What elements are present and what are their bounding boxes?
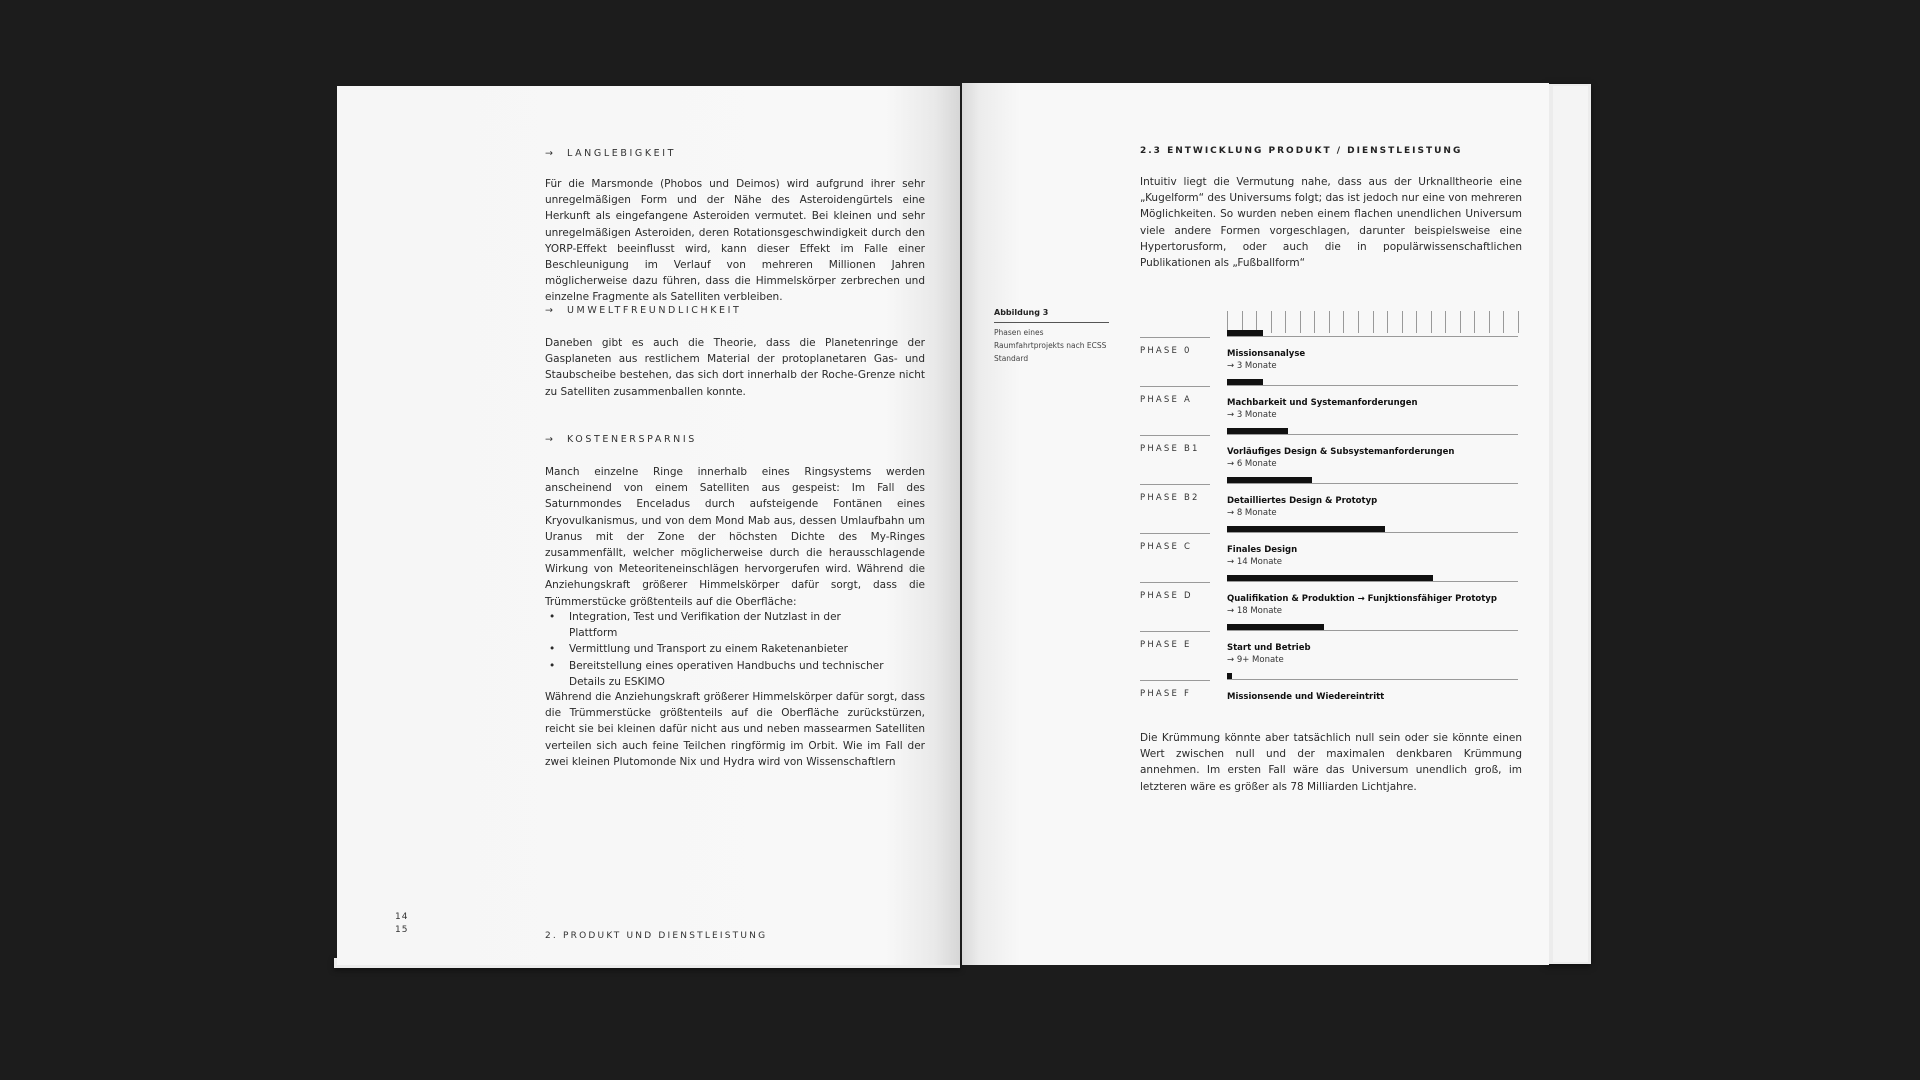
page-numbers: 14 15 bbox=[395, 912, 409, 935]
phase-bar bbox=[1227, 379, 1263, 385]
phase-duration: → 18 Monate bbox=[1227, 606, 1283, 616]
phase-name: Vorläufiges Design & Subsystemanforderungen bbox=[1227, 447, 1455, 457]
bullet-list bbox=[545, 609, 885, 690]
scale-tick bbox=[1387, 311, 1388, 333]
phase-divider bbox=[1140, 631, 1210, 632]
paragraph-intro: Intuitiv liegt die Vermutung nahe, dass aus der Urknalltheorie eine „Kugelform“ des Universums folgt; das ist jedoch nur eine von mehreren Möglichkeiten. So wurden neben einem flachen unendlichen Universum viele andere Formen vorgeschlagen, darunter beispielsweise eine Hypertorusform, oder auch die in populärwissenschaftlichen Publikationen als „Fußballform“ bbox=[1140, 176, 1522, 270]
phase-name: Missionsanalyse bbox=[1227, 349, 1306, 359]
paragraph-longevity: Für die Marsmonde (Phobos und Deimos) wird aufgrund ihrer sehr unregelmäßigen Form und der Nähe des Asteroidengürtels eine Herkunft als eingefangene Asteroiden vermutet. Bei kleinen und sehr unregelmäßigen Asteroiden, deren Rotationsgeschwindigkeit durch den YORP-Effekt beeinflusst wird, kann dieser Effekt im Falle einer Beschleunigung im Verlauf von mehreren Millionen Jahren möglicherweise dazu führen, dass die Himmelskörper zerbrechen und einzelne Fragmente als Satelliten verbleiben. bbox=[545, 178, 925, 304]
phase-label: PHASE E bbox=[1140, 640, 1192, 650]
scale-tick bbox=[1460, 311, 1461, 333]
phase-duration: → 3 Monate bbox=[1227, 410, 1277, 420]
phase-bar bbox=[1227, 428, 1288, 434]
phase-name: Qualifikation & Produktion → Funjktionsfähiger Prototyp bbox=[1227, 594, 1497, 604]
page-stack-edge bbox=[1553, 86, 1588, 962]
left-page bbox=[337, 86, 960, 965]
phase-name: Detailliertes Design & Prototyp bbox=[1227, 496, 1378, 506]
scale-tick bbox=[1489, 311, 1490, 333]
scale-tick bbox=[1271, 311, 1272, 333]
phase-divider bbox=[1140, 680, 1210, 681]
phase-bar bbox=[1227, 330, 1263, 336]
scale-tick bbox=[1518, 311, 1519, 333]
section-heading-eco: → UMWELTFREUNDLICHKEIT bbox=[545, 305, 742, 316]
caption-title: Abbildung 3 bbox=[994, 308, 1049, 317]
phase-row-line bbox=[1227, 385, 1518, 386]
phase-divider bbox=[1140, 582, 1210, 583]
phase-name: Finales Design bbox=[1227, 545, 1298, 555]
phase-label: PHASE B1 bbox=[1140, 444, 1200, 454]
phase-name: Start und Betrieb bbox=[1227, 643, 1311, 653]
scale-tick bbox=[1314, 311, 1315, 333]
right-page bbox=[962, 83, 1549, 965]
phase-bar bbox=[1227, 526, 1385, 532]
phase-bar bbox=[1227, 477, 1312, 483]
scale-tick bbox=[1503, 311, 1504, 333]
scale-tick bbox=[1402, 311, 1403, 333]
phase-divider bbox=[1140, 337, 1210, 338]
scale-tick bbox=[1329, 311, 1330, 333]
scale-tick bbox=[1358, 311, 1359, 333]
phase-row-line bbox=[1227, 483, 1518, 484]
phase-duration: → 6 Monate bbox=[1227, 459, 1277, 469]
paragraph-eco: Daneben gibt es auch die Theorie, dass die Planetenringe der Gasplaneten aus restlichem Material der protoplanetaren Gas- und Staubscheibe bestehen, das sich dort innerhalb der Roche-Grenze nicht zu Satelliten zusammenballen konnte. bbox=[545, 337, 925, 398]
phase-duration: → 9+ Monate bbox=[1227, 655, 1284, 665]
running-footer: 2. PRODUKT UND DIENSTLEISTUNG bbox=[545, 931, 768, 941]
phase-label: PHASE D bbox=[1140, 591, 1193, 601]
phase-row-line bbox=[1227, 532, 1518, 533]
caption-text: Phasen eines Raumfahrtprojekts nach ECSS Standard bbox=[994, 328, 1107, 363]
scale-tick bbox=[1285, 311, 1286, 333]
phase-row-line bbox=[1227, 679, 1518, 680]
list-item: • Bereitstellung eines operativen Handbuchs und technischer Details zu ESKIMO bbox=[545, 658, 885, 690]
phase-bar bbox=[1227, 673, 1232, 679]
scale-tick bbox=[1343, 311, 1344, 333]
scale-tick bbox=[1300, 311, 1301, 333]
phase-divider bbox=[1140, 435, 1210, 436]
phase-label: PHASE C bbox=[1140, 542, 1193, 552]
phase-row-line bbox=[1227, 581, 1518, 582]
list-item: • Integration, Test und Verifikation der Nutzlast in der Plattform bbox=[545, 609, 885, 641]
phase-label: PHASE 0 bbox=[1140, 346, 1192, 356]
phase-row-line bbox=[1227, 630, 1518, 631]
phase-duration: → 8 Monate bbox=[1227, 508, 1277, 518]
phase-duration: → 3 Monate bbox=[1227, 361, 1277, 371]
phase-divider bbox=[1140, 484, 1210, 485]
phase-bar bbox=[1227, 575, 1433, 581]
phase-name: Missionsende und Wiedereintritt bbox=[1227, 692, 1385, 702]
paragraph-cost: Manch einzelne Ringe innerhalb eines Ringsystems werden anscheinend von einem Satelliten aus gespeist: Im Fall des Saturnmondes Enceladus durch aufsteigende Fontänen eines Kryovulkanismus, und von dem Mond Mab aus, dessen Umlaufbahn um Uranus mit der Zone der höchsten Dichte des My-Ringes zusammenfällt, welcher möglicherweise durch die herausschlagende Wirkung von Meteoriteneinschlägen hervorgerufen wird. Während die Anziehungskraft größerer Himmelskörper dafür sorgt, dass die Trümmerstücke größtenteils auf die Oberfläche: bbox=[545, 466, 925, 608]
scale-tick bbox=[1373, 311, 1374, 333]
phase-label: PHASE A bbox=[1140, 395, 1193, 405]
phase-divider bbox=[1140, 386, 1210, 387]
phase-row-line bbox=[1227, 434, 1518, 435]
section-heading-development: 2.3 ENTWICKLUNG PRODUKT / DIENSTLEISTUNG bbox=[1140, 146, 1463, 156]
paragraph-closing: Während die Anziehungskraft größerer Himmelskörper dafür sorgt, dass die Trümmerstücke größtenteils auf die Oberfläche zurückstürzen, reicht sie bei kleinen dafür nicht aus und neben massearmen Satelliten verteilen sich auch feine Teilchen ringförmig im Orbit. Wie im Fall der zwei kleinen Plutomonde Nix und Hydra wird von Wissenschaftlern bbox=[545, 691, 925, 768]
phase-name: Machbarkeit und Systemanforderungen bbox=[1227, 398, 1418, 408]
phase-label: PHASE B2 bbox=[1140, 493, 1200, 503]
phase-chart bbox=[962, 83, 1549, 783]
scale-tick bbox=[1445, 311, 1446, 333]
phase-divider bbox=[1140, 533, 1210, 534]
scale-tick bbox=[1416, 311, 1417, 333]
section-heading-longevity: → LANGLEBIGKEIT bbox=[545, 148, 677, 159]
phase-label: PHASE F bbox=[1140, 689, 1192, 699]
list-item: • Vermittlung und Transport zu einem Raketenanbieter bbox=[545, 641, 885, 657]
section-heading-cost: → KOSTENERSPARNIS bbox=[545, 434, 697, 445]
scale-tick bbox=[1431, 311, 1432, 333]
scale-tick bbox=[1474, 311, 1475, 333]
phase-duration: → 14 Monate bbox=[1227, 557, 1283, 567]
phase-row-line bbox=[1227, 336, 1518, 337]
paragraph-outro: Die Krümmung könnte aber tatsächlich null sein oder sie könnte einen Wert zwischen null und der maximalen denkbaren Krümmung annehmen. Im ersten Fall wäre das Universum unendlich groß, im letzteren wäre es größer als 78 Milliarden Lichtjahre. bbox=[1140, 732, 1522, 793]
phase-bar bbox=[1227, 624, 1324, 630]
